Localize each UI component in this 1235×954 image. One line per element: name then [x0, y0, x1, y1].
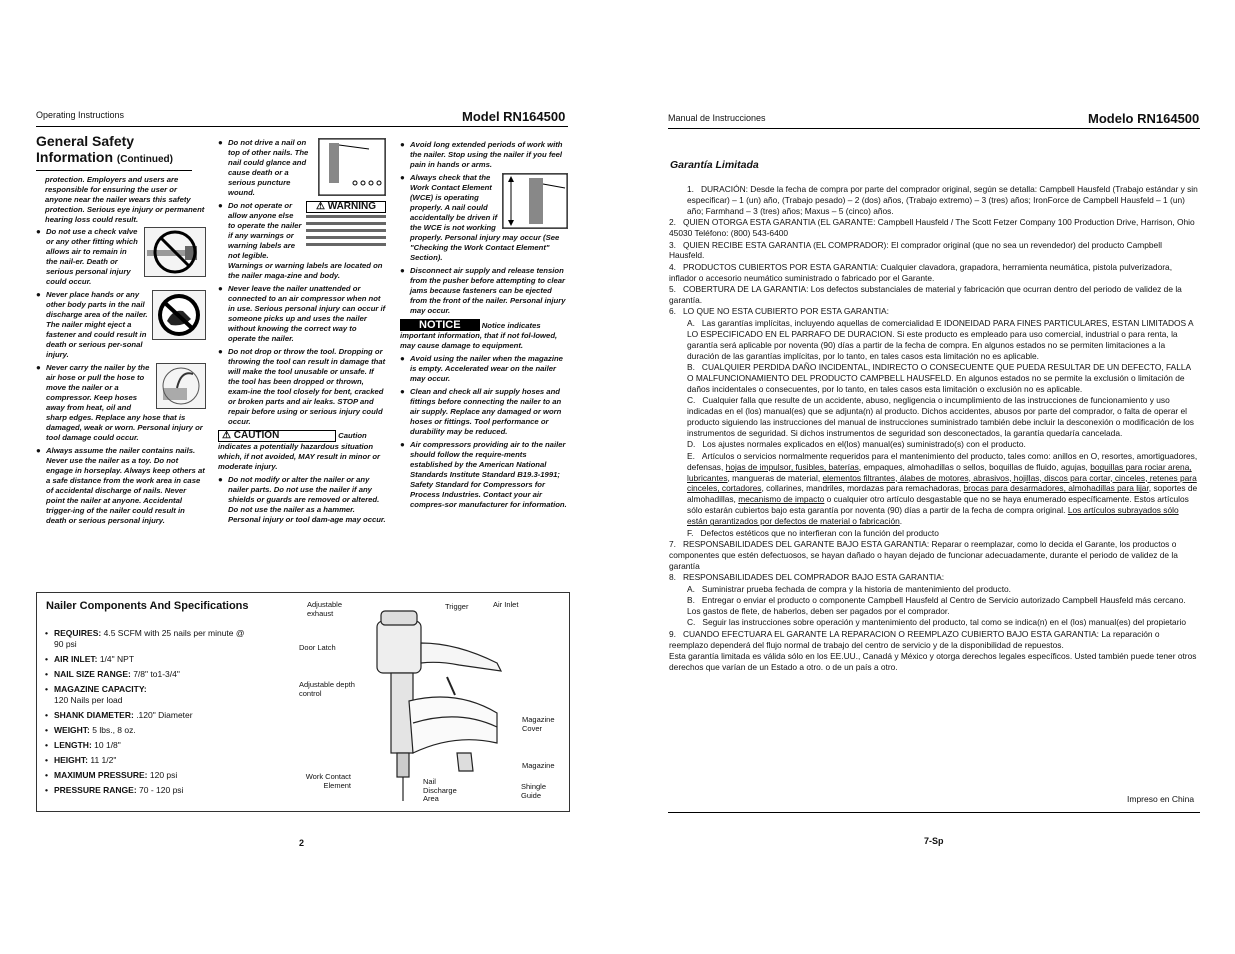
left-header-label: Operating Instructions — [36, 110, 125, 120]
col1-bullet-check-valve — [36, 227, 206, 287]
left-column-3 — [400, 140, 568, 513]
col2-bullet-unattended — [218, 284, 386, 344]
label-magazine-cover: Magazine Cover — [522, 715, 555, 733]
col2-bullet-drop — [218, 347, 386, 427]
warranty-clause-6: 6. LO QUE NO ESTA CUBIERTO POR ESTA GARANTIA: — [669, 306, 889, 317]
spec-item — [45, 755, 245, 766]
caution-block — [218, 430, 386, 472]
warning-lines-graphic — [306, 213, 386, 247]
printed-in-china: Impreso en China — [1127, 794, 1195, 804]
warranty-title: Garantía Limitada — [670, 159, 759, 171]
title-underline — [36, 170, 192, 171]
col1-bullet-hands-text: Never place hands or any other body parts in the nail discharge area of the nailer. The nailer might eject a fastener and could result in death or serious per-sonal injury. — [46, 290, 148, 359]
label-nail-discharge: Nail Discharge Area — [423, 777, 457, 803]
right-footer-rule — [668, 812, 1200, 813]
label-work-contact-element: Work Contact Element — [305, 772, 351, 790]
spec-value: 4.5 SCFM with 25 nails per minute @ 90 psi — [54, 628, 245, 649]
left-header-model: Model RN164500 — [462, 109, 566, 124]
label-adjustable-exhaust: Adjustable exhaust — [307, 600, 343, 618]
warning-label-graphic — [306, 201, 386, 250]
spec-key: AIR INLET: — [54, 654, 98, 664]
spec-value: 1/4" NPT — [99, 654, 135, 664]
col2-bullet-labels-text: Do not operate or allow anyone else to operate the nailer if any warnings or warning labels are not legible. Warnings or warning labels are located on the nailer maga-zine and body. — [228, 201, 383, 280]
nail-on-nail-illustration — [318, 138, 386, 196]
warranty-clause-8c: C. Seguir las instrucciones sobre operación y mantenimiento del producto, tal como se indica(n) en el (los) manual(es) del propietario — [687, 617, 1187, 628]
right-header-model: Modelo RN164500 — [1088, 111, 1200, 126]
spec-key: HEIGHT: — [54, 755, 88, 765]
spec-value: 11 1/2" — [90, 755, 117, 765]
warranty-clause-3: 3. QUIEN RECIBE ESTA GARANTIA (EL COMPRADOR): El comprador original (que no sea un revendedor) del producto Campbell Hausfeld. — [669, 239, 1162, 261]
left-column-1 — [36, 133, 206, 529]
warranty-clause-1: 1. DURACIÓN: Desde la fecha de compra por parte del comprador original, según se detalla: Campbell Hausfeld (Trabajo estándar y sin especificar) – 1 (un) año, (Trabajo pesado) – 2 (dos) años, (Trabajo extremo) – 3 (tres) años; IronForce de Campbell Hausfeld – 1 (un) año; Farmhand – 3 (tres) años; Maxus – 5 (cinco) años. — [687, 184, 1198, 216]
right-header-rule — [668, 128, 1200, 129]
col2-bullet-modify-text: Do not modify or alter the nailer or any nailer parts. Do not use the nailer if any shields or guards are removed or altered. Do not use the nailer as a hammer. Personal injury or tool dam-age may occur. — [228, 475, 386, 524]
col2-bullet-nail-on-nail-text: Do not drive a nail on top of other nails. The nail could glance and cause death or a serious puncture wound. — [228, 138, 309, 197]
spec-item — [45, 725, 245, 736]
spec-item — [45, 654, 245, 665]
warranty-clause-4: 4. PRODUCTOS CUBIERTOS POR ESTA GARANTIA: Cualquier clavadora, grapadora, herramienta neumática, pistola pulverizadora, inflador o accesorio neumático suministrado o fabricado por el Garante. — [669, 261, 1173, 283]
spec-key: SHANK DIAMETER: — [54, 710, 134, 720]
col2-bullet-labels — [218, 201, 386, 281]
caution-badge — [218, 430, 336, 442]
notice-block — [400, 319, 568, 351]
col3-bullet-empty — [400, 354, 568, 384]
warning-triangle-icon: ⚠ — [315, 201, 325, 212]
label-shingle-guide: Shingle Guide — [521, 782, 547, 800]
col2-bullet-modify — [218, 475, 386, 525]
spec-item — [45, 770, 245, 781]
col3-bullet-compressors-text: Air compressors providing air to the nailer should follow the require-ments established by the American National Standards Institute Standard B19.3-1991; Safety Standard for Compressors for Process Industries. Contact your air compres-sor manufacturer for information. — [410, 440, 567, 509]
warning-badge — [306, 201, 386, 213]
spec-value: 70 - 120 psi — [139, 785, 184, 795]
warranty-clause-8a: A. Suministrar prueba fechada de compra y la historia de mantenimiento del producto. — [687, 583, 1012, 594]
label-air-inlet: Air Inlet — [493, 600, 519, 609]
warranty-clause-6e: E. Artículos o servicios normalmente requeridos para el mantenimiento del producto, tales como: anillos en O, resortes, amortiguadores, defensas, hojas de impulsor, fusibles, baterías, empaques, almohadillas o sellos, boquillas de fluido, agujas, boquillas para rociar arena, lubricantes, mangueras de material, elementos filtrantes, álabes de motores, abrasivos, hojillas, discos para cortar, cinceles, retenes para cinceles, cortadores, collarines, mandriles, mordazas para remachadoras, brocas para desarmadores, almohadillas para lijar, soportes de almohadillas, mecanismo de impacto o cualquier otro artículo desgastable que no se haya enumerado específicamente. Estos artículos sólo estarán cubiertos bajo esta garantía por noventa (90) días a partir de la fecha de compra original. Los artículos subrayados sólo están garantizados por defectos de material o fabricación. — [687, 450, 1198, 527]
col3-bullet-disconnect — [400, 266, 568, 316]
spec-value: 7/8" to1-3/4" — [133, 669, 180, 679]
col3-bullet-wce-text: Always check that the Work Contact Element (WCE) is operating properly. A nail could accidentally be driven if the WCE is not working properly. Personal injury may occur (See "Checking the Work Contact Element" Section). — [410, 173, 560, 262]
no-carry-by-hose-icon — [156, 363, 206, 409]
warranty-clause-6a: A. Las garantías implícitas, incluyendo aquellas de comercialidad E IDONEIDAD PARA FINES PARTICULARES, ESTAN LIMITADOS A LO ESPECIFICADO EN EL PARRAFO DE DURACION. Si este producto es empleado para uso comercial, industrial o para renta, la garantía será aplicable por noventa (90) días a partir de la fecha de compra. En algunos estados no se permiten limitaciones a la duración de las garantías implícitas, por lo tanto, en tales casos esta limitación no es aplicable. — [687, 317, 1194, 361]
col1-bullet-toy — [36, 446, 206, 526]
spec-value: 120 psi — [149, 770, 178, 780]
label-magazine: Magazine — [522, 761, 555, 770]
specifications-title: Nailer Components And Specifications — [46, 600, 249, 612]
col3-bullet-hoses-text: Clean and check all air supply hoses and fittings before connecting the nailer to an air supply. Replace any damaged or worn hoses or fittings. Tool performance or durability may be reduced. — [410, 387, 562, 436]
col2-bullet-drop-text: Do not drop or throw the tool. Dropping or throwing the tool can result in damage that will make the tool unusable or unsafe. If the tool has been dropped or thrown, exam-ine the tool closely for bent, cracked or broken parts and air leaks. STOP and repair before using or serious injury could occur. — [228, 347, 386, 426]
left-page-number: 2 — [299, 838, 305, 848]
col2-bullet-unattended-text: Never leave the nailer unattended or connected to an air compressor when not in use. Serious personal injury can occur if someone picks up and uses the nailer without knowing the correct way to operate the nailer. — [228, 284, 386, 343]
spec-key: NAIL SIZE RANGE: — [54, 669, 131, 679]
specifications-box — [36, 592, 570, 812]
spec-key: LENGTH: — [54, 740, 92, 750]
left-header-rule — [36, 126, 568, 127]
col3-bullet-extended-text: Avoid long extended periods of work with the nailer. Stop using the nailer if you feel pain in hands or arms. — [410, 140, 563, 169]
spec-key: REQUIRES: — [54, 628, 102, 638]
warranty-clause-7: 7. RESPONSABILIDADES DEL GARANTE BAJO ESTA GARANTIA: Reparar o reemplazar, como lo decida el Garante, los productos o componentes que estén defectuosos, se hayan dañado o hayan dejado de funcionar adecuadamente, durante el periodo de validez de la garantía — [669, 539, 1178, 571]
warranty-clause-8b: B. Entregar o enviar el producto o componente Campbell Hausfeld al Centro de Servicio autorizado Campbell Hausfeld más cercano. Los gastos de flete, de haberlos, deben ser pagados por el comprador. — [687, 595, 1186, 616]
spec-item — [45, 684, 245, 706]
spec-value: 5 lbs., 8 oz. — [92, 725, 136, 735]
warranty-clause-6d: D. Los ajustes normales explicados en el(los) manual(es) suministrado(s) con el producto. — [687, 439, 1026, 450]
spec-value: 10 1/8" — [94, 740, 121, 750]
warranty-clause-2: 2. QUIEN OTORGA ESTA GARANTIA (EL GARANTE: Campbell Hausfeld / The Scott Fetzer Company 100 Production Drive, Harrison, Ohio 45030 Teléfono: (800) 543-6400 — [669, 217, 1195, 239]
warranty-closing: Esta garantía limitada es válida sólo en los EE.UU., Canadá y México y otorga derechos legales específicos. Usted también puede tener otros derechos que varían de un Estado a otro. o de un país a otro. — [669, 651, 1197, 672]
spec-key: PRESSURE RANGE: — [54, 785, 137, 795]
warranty-clause-9: 9. CUANDO EFECTUARA EL GARANTE LA REPARACION O REEMPLAZO CUBIERTO BAJO ESTA GARANTIA: La reparación o reemplazo dependerá del flujo normal de trabajo del centro de servicio y de la disponibilidad de repuestos. — [669, 628, 1160, 650]
section-title-continued: (Continued) — [116, 154, 173, 165]
spec-key: MAGAZINE CAPACITY: — [54, 684, 147, 694]
col1-bullet-hose-text: Never carry the nailer by the air hose or pull the hose to move the nailer or a compressor. Keep hoses away from heat, oil and sharp edges. Replace any hose that is damaged, weak or worn. Personal injury or tool damage could occur. — [46, 363, 203, 442]
col1-bullet-check-valve-text: Do not use a check valve or any other fitting which allows air to remain in the nail-er. Death or serious personal injury could occur. — [46, 227, 138, 286]
spec-item — [45, 785, 245, 796]
warranty-clause-5: 5. COBERTURA DE LA GARANTIA: Los defectos substanciales de material y fabricación que ocurran dentro del periodo de validez de la garantía. — [669, 284, 1182, 306]
warranty-clause-6b: B. CUALQUIER PERDIDA DAÑO INCIDENTAL, INDIRECTO O CONSECUENTE QUE PUEDA RESULTAR DE UN DEFECTO, FALLA O MALFUNCIONAMIENTO DEL PRODUCTO CAMPBELL HAUSFELD. En algunos estados no se permite la exclusión o limitación de daños incidentales o consecuentes, por lo tanto, en tales casos esta limitación o exclusión no es aplicable. — [687, 362, 1191, 394]
left-column-2 — [218, 138, 386, 528]
col1-bullet-hose — [36, 363, 206, 443]
col1-intro: protection. Employers and users are responsible for ensuring the user or anyone near the nailer wears this safety protection. Serious eye injury or permanent hearing loss could result. — [45, 175, 205, 224]
col3-bullet-extended — [400, 140, 568, 170]
warranty-clause-6c: C. Cualquier falla que resulte de un accidente, abuso, negligencia o incumplimiento de las instrucciones de funcionamiento y uso indicadas en el (los) manual(es) que se adjunta(n) al producto. Dichos accidentes, abusos por parte del comprador, o falta de operar el producto siguiendo las instrucciones del manual de instrucciones suministrado también debe incluir la desconexión o modificación de los instrumentos de seguridad. Si dichos instrumentos de seguridad son desconectados, la garantía quedaría cancelada. — [687, 395, 1194, 438]
col1-bullet-toy-text: Always assume the nailer contains nails. Never use the nailer as a toy. Do not engage in horseplay. Always keep others at a safe distance from the work area in case of accidental discharge of nails. Never point the nailer at anyone. Accidental trigger-ing of the nailer could result in death or serious personal injury. — [46, 446, 205, 525]
section-title-line2: Information — [36, 149, 113, 165]
caution-badge-label: CAUTION — [233, 430, 280, 441]
col3-bullet-compressors — [400, 440, 568, 510]
col3-bullet-disconnect-text: Disconnect air supply and release tension from the pusher before attempting to clear jams because fasteners can be ejected from the front of the nailer. Personal injury may occur. — [410, 266, 566, 315]
col3-bullet-empty-text: Avoid using the nailer when the magazine is empty. Accelerated wear on the nailer may occur. — [410, 354, 563, 383]
col3-bullet-hoses — [400, 387, 568, 437]
label-door-latch: Door Latch — [299, 643, 336, 652]
section-title-line1: General Safety — [36, 133, 135, 149]
label-trigger: Trigger — [445, 602, 469, 611]
spec-item — [45, 628, 245, 650]
label-adjustable-depth: Adjustable depth control — [299, 680, 355, 698]
col3-bullet-wce — [400, 173, 568, 263]
wce-illustration — [502, 173, 568, 229]
spec-key: WEIGHT: — [54, 725, 90, 735]
warranty-clause-8: 8. RESPONSABILIDADES DEL COMPRADOR BAJO ESTA GARANTIA: — [669, 572, 945, 583]
spec-item — [45, 710, 245, 721]
warranty-body — [669, 184, 1199, 673]
notice-badge: NOTICE — [400, 319, 480, 331]
right-header-label: Manual de Instrucciones — [668, 113, 766, 123]
section-title — [36, 133, 206, 168]
col1-bullet-hands — [36, 290, 206, 360]
spec-value: 120 Nails per load — [54, 695, 123, 705]
right-page-number: 7-Sp — [924, 836, 944, 846]
specifications-list — [45, 628, 245, 800]
notice-text: Notice indicates important information, that if not fol-lowed, may cause damage to equipment. — [400, 321, 558, 350]
warning-badge-label: WARNING — [327, 201, 377, 212]
no-hands-icon — [152, 290, 206, 340]
warranty-clause-6f: F. Defectos estéticos que no interfieran con la función del producto — [687, 527, 939, 538]
caution-triangle-icon: ⚠ — [222, 430, 231, 441]
col2-bullet-nail-on-nail — [218, 138, 386, 198]
spec-value: .120" Diameter — [136, 710, 193, 720]
spec-key: MAXIMUM PRESSURE: — [54, 770, 148, 780]
caution-text: Caution indicates a potentially hazardous situation which, if not avoided, MAY result in minor or moderate injury. — [218, 431, 381, 471]
spec-item — [45, 740, 245, 751]
no-check-valve-icon — [144, 227, 206, 277]
spec-item — [45, 669, 245, 680]
